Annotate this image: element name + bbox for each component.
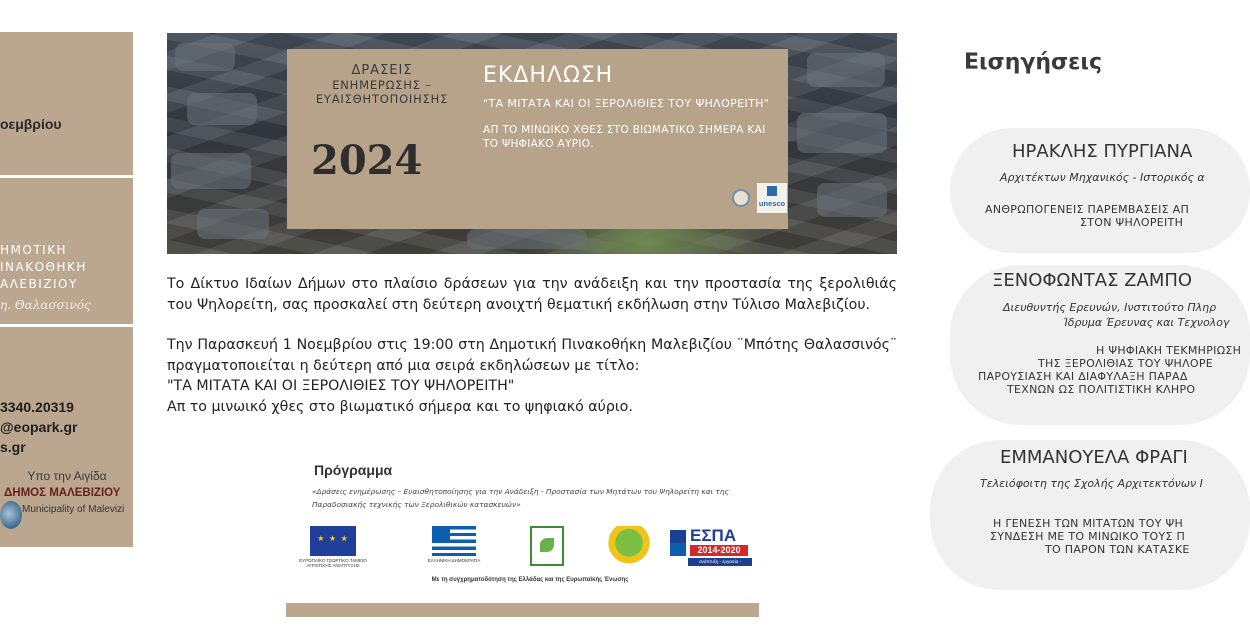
event-banner: [167, 33, 897, 254]
speaker-role-2-line-1: Διευθυντής Ερευνών, Ινστιτούτο Πληρ: [1003, 301, 1217, 314]
program-description: «Δράσεις ενημέρωσης – Ευαισθητοποίησης για την Ανάδειξη - Προστασία των Μητάτων του Ψηλορείτη και της Παραδοσιακής τεχνικής των Ξερολιθικών κατασκευών»: [312, 487, 729, 509]
contact-details: [0, 397, 77, 457]
venue-name: [0, 242, 87, 293]
speaker-role-1: Αρχιτέκτων Μηχανικός - Ιστορικός α: [1000, 171, 1205, 184]
greece-caption: ΕΛΛΗΝΙΚΗ ΔΗΜΟΚΡΑΤΙΑ: [427, 558, 481, 563]
talk-topic-3-line-1: Η ΓΕΝΕΣΗ ΤΩΝ ΜΙΤΑΤΩΝ ΤΟΥ ΨΗ: [993, 517, 1184, 530]
contact-panel: [0, 327, 133, 547]
espa-logo: [670, 526, 752, 572]
stone-shape: [175, 43, 235, 71]
actions-heading: [307, 63, 457, 106]
contact-email[interactable]: @eopark.gr: [0, 419, 78, 435]
invitation-text: [167, 274, 897, 417]
talk-topic-2-line-3: ΠΑΡΟΥΣΙΑΣΗ ΚΑΙ ΔΙΑΦΥΛΑΞΗ ΠΑΡΑΔ: [978, 370, 1188, 383]
contact-website[interactable]: s.gr: [0, 439, 26, 455]
actions-line-1: ΔΡΑΣΕΙΣ: [351, 63, 413, 78]
talks-heading: Εισηγήσεις: [964, 50, 1103, 75]
venue-signature: η. Θαλασσινός: [0, 298, 91, 312]
geopark-logo-icon: [732, 189, 750, 207]
banner-title-box: [287, 49, 788, 229]
sponsor-logos: [290, 524, 760, 596]
speaker-name-1: ΗΡΑΚΛΗΣ ΠΥΡΓΙΑΝΑ: [1012, 141, 1193, 162]
auspices-label: Υπο την Αιγίδα: [27, 469, 107, 483]
municipality-name-en: Municipality of Malevizi: [22, 504, 125, 515]
invitation-line-details: Την Παρασκευή 1 Νοεμβρίου στις 19:00 στη Δημοτική Πινακοθήκη Μαλεβιζίου ¨Μπότης Θαλασσινός¨ πραγματοποιείται η δεύτερη από μια σειρά εκδηλώσεων με τίτλο:: [167, 337, 897, 374]
event-title: "ΤΑ ΜΙΤΑΤΑ ΚΑΙ ΟΙ ΞΕΡΟΛΙΘΙΕΣ ΤΟΥ ΨΗΛΟΡΕΙΤΗ": [483, 97, 770, 110]
date-panel: [0, 32, 133, 175]
invitation-line-title: "ΤΑ ΜΙΤΑΤΑ ΚΑΙ ΟΙ ΞΕΡΟΛΙΘΙΕΣ ΤΟΥ ΨΗΛΟΡΕΙΤΗ": [167, 378, 515, 394]
stone-shape: [187, 93, 257, 125]
espa-label: ΕΣΠΑ: [690, 526, 737, 545]
unesco-temple-icon: [767, 186, 777, 196]
venue-panel: [0, 178, 133, 324]
stone-shape: [807, 53, 885, 87]
municipality-logo: [0, 487, 133, 541]
espa-slogan: ανάπτυξη - εργασία - αλληλεγγύη: [688, 558, 752, 566]
invitation-line-subtitle: Απ το μινωικό χθες στο βιωματικό σήμερα και το ψηφιακό αύριο.: [167, 398, 633, 415]
unesco-logo-icon: [757, 183, 787, 213]
contact-phone: 3340.20319: [0, 399, 74, 415]
espa-years: 2014-2020: [690, 545, 748, 556]
left-info-column: [0, 32, 133, 547]
stone-shape: [467, 229, 587, 249]
leader-logo-icon: [530, 526, 564, 566]
rural-program-logo-icon: [606, 526, 652, 568]
stone-shape: [171, 153, 251, 189]
speaker-role-3: Τελειόφοιτη της Σχολής Αρχιτεκτόνων Ι: [980, 477, 1203, 490]
actions-line-2: ΕΝΗΜΕΡΩΣΗΣ –: [332, 78, 432, 92]
unesco-label: unesco: [758, 199, 786, 208]
talk-topic-1-line-1: ΑΝΘΡΩΠΟΓΕΝΕΙΣ ΠΑΡΕΜΒΑΣΕΙΣ ΑΠ: [985, 203, 1190, 216]
greek-flag-icon: [432, 526, 476, 556]
venue-line-1: ΗΜΟΤΙΚΗ: [0, 243, 68, 257]
municipality-name-el: ΔΗΜΟΣ ΜΑΛΕΒΙΖΙΟΥ: [4, 487, 121, 499]
actions-line-3: ΕΥΑΙΣΘΗΤΟΠΟΙΗΣΗΣ: [315, 92, 449, 106]
talk-topic-2-line-1: Η ΨΗΦΙΑΚΗ ΤΕΚΜΗΡΙΩΣΗ: [1096, 344, 1242, 357]
venue-line-2: ΙΝΑΚΟΘΗΚΗ: [0, 260, 87, 274]
invitation-paragraph-2: [167, 335, 897, 417]
talk-topic-3-line-3: ΤΟ ΠΑΡΟΝ ΤΩΝ ΚΑΤΑΣΚΕ: [1045, 543, 1190, 556]
banner-year: 2024: [311, 137, 423, 184]
speaker-name-3: ΕΜΜΑΝΟΥΕΛΑ ΦΡΑΓΙ: [1000, 447, 1188, 468]
event-date-text: οεμβρίου: [0, 116, 62, 132]
espa-flag-icon: [670, 530, 686, 556]
speaker-role-2-line-2: Ίδρυμα Έρευνας και Τεχνολογ: [1063, 316, 1230, 329]
stone-shape: [797, 113, 887, 153]
stone-shape: [197, 209, 269, 239]
talk-topic-2-line-2: ΤΗΣ ΞΕΡΟΛΙΘΙΑΣ ΤΟΥ ΨΗΛΟΡΕ: [1038, 357, 1214, 370]
talk-topic-3-line-2: ΣΥΝΔΕΣΗ ΜΕ ΤΟ ΜΙΝΩΙΚΟ ΤΟΥΣ Π: [990, 530, 1186, 543]
event-label: ΕΚΔΗΛΩΣΗ: [483, 63, 614, 88]
invitation-paragraph-1: Το Δίκτυο Ιδαίων Δήμων στο πλαίσιο δράσεων για την ανάδειξη και την προστασία της ξερολιθιάς του Ψηλορείτη, σας προσκαλεί στη δεύτερη ανοιχτή θεματική εκδήλωση στην Τύλισο Μαλεβιζίου.: [167, 276, 897, 313]
municipality-emblem-icon: [0, 501, 22, 529]
eu-flag-icon: [310, 526, 356, 556]
program-title: Πρόγραμμα: [314, 462, 393, 478]
eu-caption: ΕΥΡΩΠΑΪΚΟ ΓΕΩΡΓΙΚΟ ΤΑΜΕΙΟ ΑΓΡΟΤΙΚΗΣ ΑΝΑΠΤΥΞΗΣ: [299, 558, 367, 568]
speaker-name-2: ΞΕΝΟΦΩΝΤΑΣ ΖΑΜΠΟ: [992, 270, 1193, 291]
bottom-divider-bar: [286, 603, 759, 617]
talk-topic-2-line-4: ΤΕΧΝΩΝ ΩΣ ΠΟΛΙΤΙΣΤΙΚΗ ΚΛΗΡΟ: [1007, 383, 1196, 396]
event-subtitle: ΑΠ ΤΟ ΜΙΝΩΙΚΟ ΧΘΕΣ ΣΤΟ ΒΙΩΜΑΤΙΚΟ ΣΗΜΕΡΑ ΚΑΙ ΤΟ ΨΗΦΙΑΚΟ ΑΥΡΙΟ.: [483, 124, 766, 150]
talk-topic-1-line-2: ΣΤΟΝ ΨΗΛΟΡΕΙΤΗ: [1080, 216, 1184, 229]
cofunding-caption: Με τη συγχρηματοδότηση της Ελλάδας και της Ευρωπαϊκής Ένωσης: [431, 577, 629, 583]
venue-line-3: ΑΛΕΒΙΖΙΟΥ: [0, 277, 78, 291]
stone-shape: [817, 183, 887, 217]
